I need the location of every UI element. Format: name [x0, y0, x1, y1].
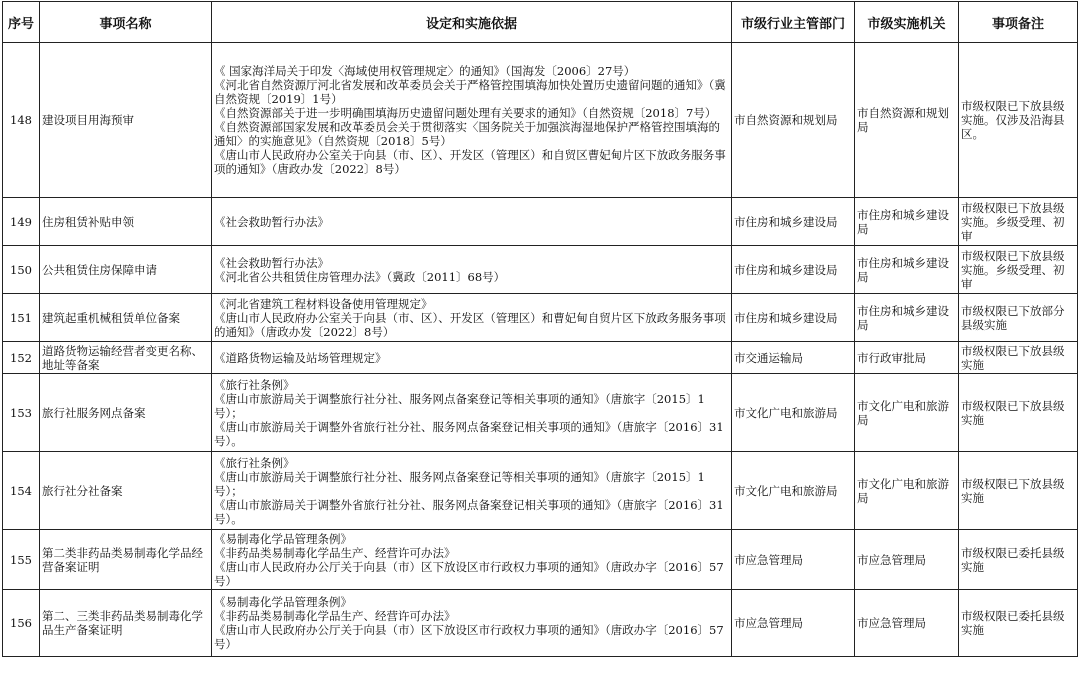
implementing-agency: 市文化广电和旅游局: [855, 452, 959, 530]
department: 市自然资源和规划局: [732, 43, 855, 198]
matter-name: 住房租赁补贴申领: [40, 198, 212, 246]
header-remark: 事项备注: [959, 2, 1078, 43]
basis-line: 《旅行社条例》: [214, 377, 295, 392]
implementing-agency: 市行政审批局: [855, 342, 959, 374]
table-body: [3, 43, 1078, 657]
department: 市住房和城乡建设局: [732, 198, 855, 246]
table-row: [3, 530, 1078, 590]
implementing-agency: 市应急管理局: [855, 590, 959, 657]
basis-line: 《河北省自然资源厅河北省发展和改革委员会关于严格管控围填海加快处置历史遗留问题的通知》（冀自然资规〔2019〕1号）: [214, 78, 726, 106]
basis-line: 《唐山市人民政府办公室关于向县（市、区）、开发区（管理区）和曹妃甸自贸片区下放政务服务事项的通知》（唐政办发〔2022〕8号）: [214, 310, 726, 339]
row-number: 152: [3, 342, 40, 374]
header-basis: 设定和实施依据: [212, 2, 732, 43]
basis-line: 《自然资源部关于进一步明确围填海历史遗留问题处理有关要求的通知》（自然资规〔2018〕7号）: [214, 106, 717, 120]
matter-name: 道路货物运输经营者变更名称、地址等备案: [40, 342, 212, 374]
implementing-agency: 市住房和城乡建设局: [855, 246, 959, 294]
implementing-agency: 市自然资源和规划局: [855, 43, 959, 198]
basis-cell: [212, 530, 732, 590]
basis-line: 《旅行社条例》: [214, 455, 295, 470]
matter-name: 第二、三类非药品类易制毒化学品生产备案证明: [40, 590, 212, 657]
basis-line: 《唐山市旅游局关于调整外省旅行社分社、服务网点备案登记相关事项的通知》（唐旅字〔2016〕31号）。: [214, 497, 724, 526]
basis-cell: [212, 342, 732, 374]
row-number: 153: [3, 374, 40, 452]
basis-cell: [212, 452, 732, 530]
basis-cell: [212, 246, 732, 294]
basis-line: 《非药品类易制毒化学品生产、经营许可办法》: [214, 609, 456, 623]
matters-table: [2, 1, 1078, 657]
matter-name: 第二类非药品类易制毒化学品经营备案证明: [40, 530, 212, 590]
department: 市文化广电和旅游局: [732, 374, 855, 452]
basis-line: 《非药品类易制毒化学品生产、经营许可办法》: [214, 545, 456, 560]
basis-line: 《道路货物运输及站场管理规定》: [214, 350, 387, 365]
implementing-agency: 市应急管理局: [855, 530, 959, 590]
basis-line: 《唐山市旅游局关于调整旅行社分社、服务网点备案登记等相关事项的通知》（唐旅字〔2015〕1号）；: [214, 469, 705, 498]
basis-line: 《河北省公共租赁住房管理办法》（冀政〔2011〕68号）: [214, 269, 506, 284]
department: 市文化广电和旅游局: [732, 452, 855, 530]
basis-cell: [212, 198, 732, 246]
basis-cell: [212, 294, 732, 342]
row-number: 156: [3, 590, 40, 657]
remark: 市级权限已委托县级实施: [959, 590, 1078, 657]
basis-line: 《唐山市人民政府办公室关于向县（市、区）、开发区（管理区）和自贸区曹妃甸片区下放政务服务事项的通知》（唐政办发〔2022〕8号）: [214, 148, 726, 176]
basis-cell: [212, 590, 732, 657]
department: 市交通运输局: [732, 342, 855, 374]
remark: 市级权限已委托县级实施: [959, 530, 1078, 590]
header-name: 事项名称: [40, 2, 212, 43]
header-row: [3, 2, 1078, 43]
table-row: [3, 198, 1078, 246]
row-number: 149: [3, 198, 40, 246]
department: 市应急管理局: [732, 590, 855, 657]
remark: 市级权限已下放县级实施。仅涉及沿海县区。: [959, 43, 1078, 198]
basis-line: 《易制毒化学品管理条例》: [214, 531, 352, 546]
matter-name: 旅行社分社备案: [40, 452, 212, 530]
matter-name: 建设项目用海预审: [40, 43, 212, 198]
department: 市住房和城乡建设局: [732, 246, 855, 294]
matter-name: 旅行社服务网点备案: [40, 374, 212, 452]
remark: 市级权限已下放县级实施: [959, 452, 1078, 530]
basis-line: 《 国家海洋局关于印发〈海域使用权管理规定〉的通知》（国海发〔2006〕27号）: [214, 64, 636, 78]
row-number: 155: [3, 530, 40, 590]
implementing-agency: 市住房和城乡建设局: [855, 198, 959, 246]
table-row: [3, 374, 1078, 452]
remark: 市级权限已下放县级实施。乡级受理、初审: [959, 198, 1078, 246]
row-number: 154: [3, 452, 40, 530]
row-number: 148: [3, 43, 40, 198]
basis-cell: [212, 374, 732, 452]
row-number: 151: [3, 294, 40, 342]
header-dept: 市级行业主管部门: [732, 2, 855, 43]
implementing-agency: 市文化广电和旅游局: [855, 374, 959, 452]
matter-name: 建筑起重机械租赁单位备案: [40, 294, 212, 342]
remark: 市级权限已下放县级实施: [959, 342, 1078, 374]
remark: 市级权限已下放县级实施: [959, 374, 1078, 452]
department: 市应急管理局: [732, 530, 855, 590]
basis-cell: [212, 43, 732, 198]
table-row: [3, 246, 1078, 294]
table-row: [3, 452, 1078, 530]
basis-line: 《社会救助暂行办法》: [214, 255, 329, 270]
table-row: [3, 590, 1078, 657]
basis-line: 《唐山市旅游局关于调整外省旅行社分社、服务网点备案登记相关事项的通知》（唐旅字〔2016〕31号）。: [214, 419, 724, 448]
table-row: [3, 43, 1078, 198]
row-number: 150: [3, 246, 40, 294]
matter-name: 公共租赁住房保障申请: [40, 246, 212, 294]
basis-line: 《唐山市人民政府办公厅关于向县（市）区下放设区市行政权力事项的通知》（唐政办字〔2016〕57号）: [214, 623, 724, 651]
basis-line: 《唐山市人民政府办公厅关于向县（市）区下放设区市行政权力事项的通知》（唐政办字〔2016〕57号）: [214, 559, 724, 588]
table-row: [3, 342, 1078, 374]
basis-line: 《易制毒化学品管理条例》: [214, 595, 352, 609]
implementing-agency: 市住房和城乡建设局: [855, 294, 959, 342]
header-agency: 市级实施机关: [855, 2, 959, 43]
basis-line: 《自然资源部国家发展和改革委员会关于贯彻落实〈国务院关于加强滨海湿地保护严格管控围填海的通知〉的实施意见》（自然资规〔2018〕5号）: [214, 120, 720, 148]
basis-line: 《唐山市旅游局关于调整旅行社分社、服务网点备案登记等相关事项的通知》（唐旅字〔2015〕1号）；: [214, 391, 705, 420]
remark: 市级权限已下放县级实施。乡级受理、初审: [959, 246, 1078, 294]
header-no: 序号: [3, 2, 40, 43]
table-row: [3, 294, 1078, 342]
remark: 市级权限已下放部分县级实施: [959, 294, 1078, 342]
department: 市住房和城乡建设局: [732, 294, 855, 342]
basis-line: 《河北省建筑工程材料设备使用管理规定》: [214, 296, 433, 311]
basis-line: 《社会救助暂行办法》: [214, 214, 329, 229]
